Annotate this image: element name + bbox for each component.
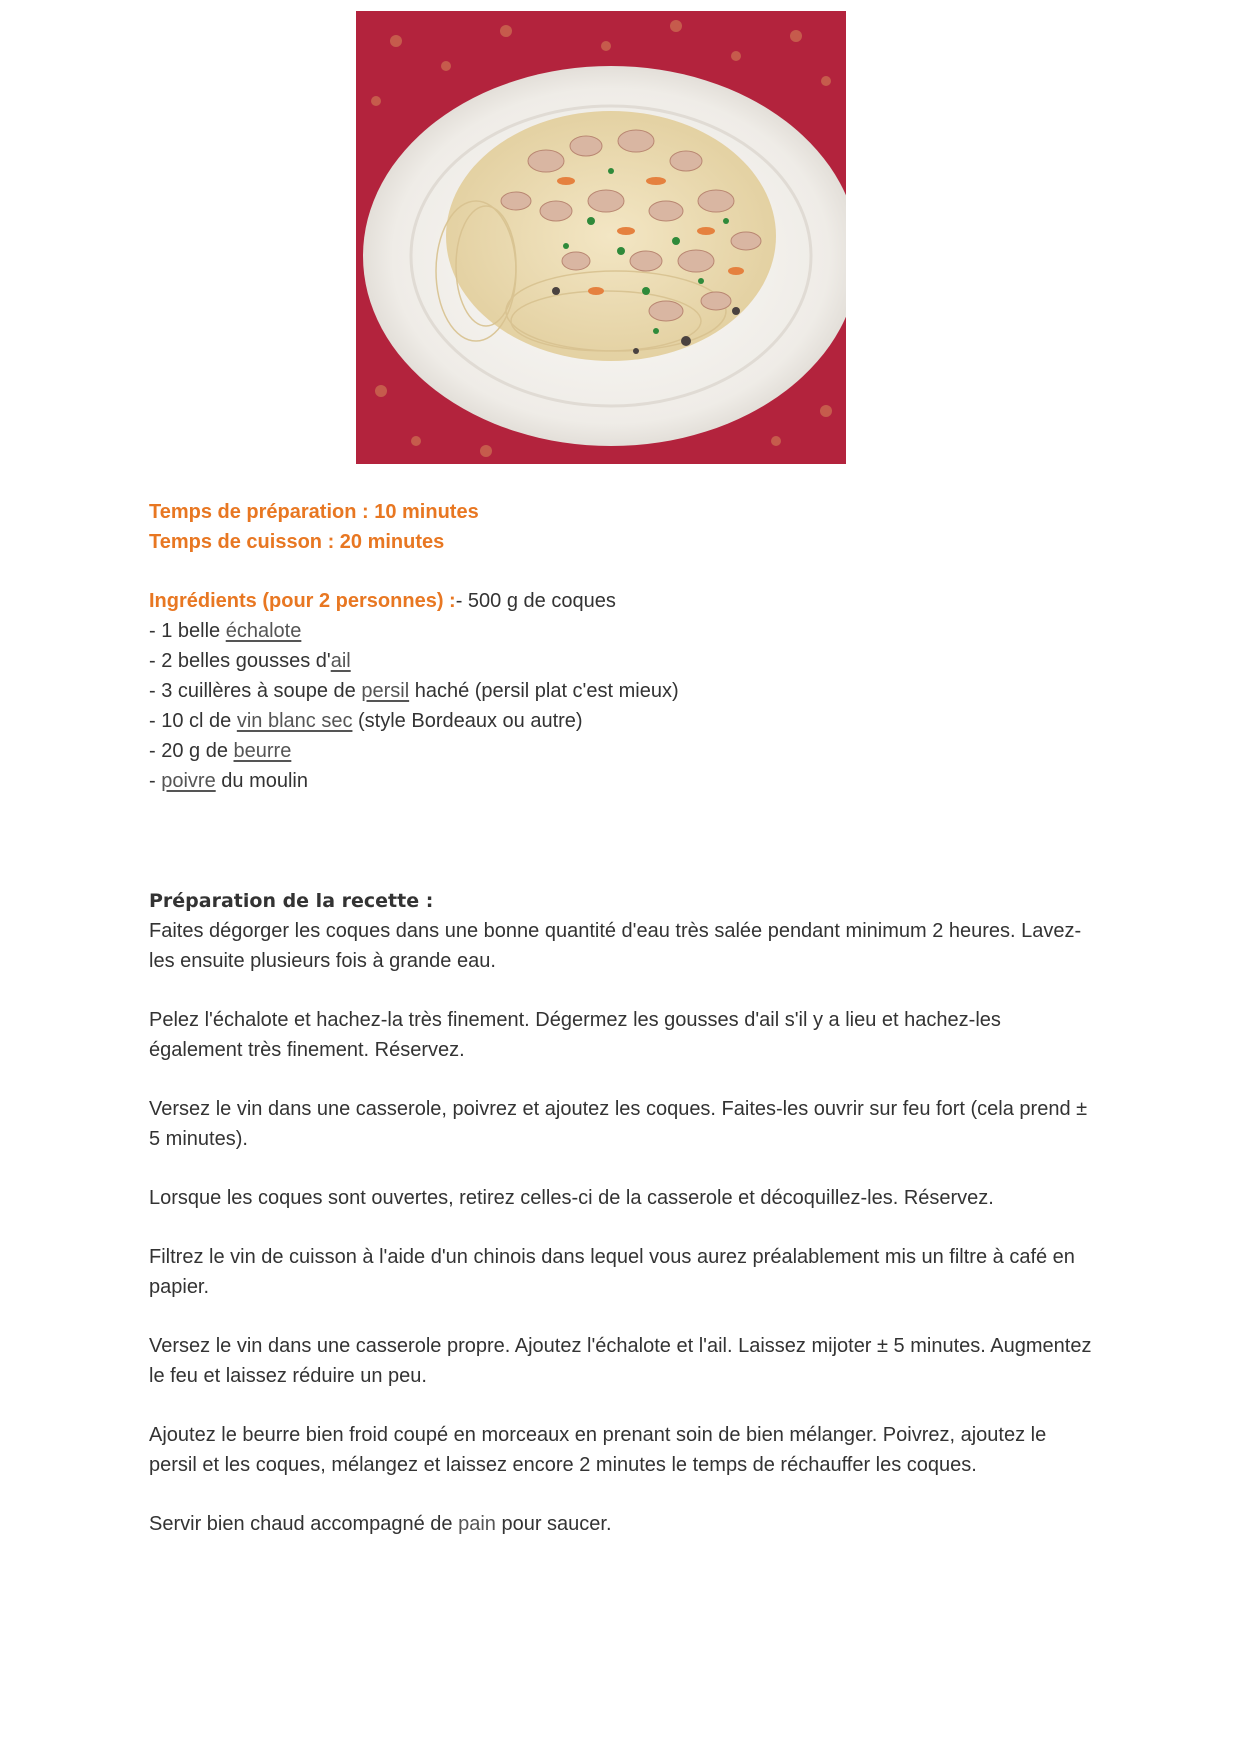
ingredient-item: - 20 g de beurre [149, 740, 292, 762]
ingredient-link-ail[interactable]: ail [330, 650, 351, 672]
ingredient-first: - 500 g de coques [455, 590, 616, 612]
preparation-final-step: Servir bien chaud accompagné de pain pour saucer. [149, 1513, 612, 1535]
preparation-step: Filtrez le vin de cuisson à l'aide d'un chinois dans lequel vous aurez préalablement mis un filtre à café en papier. [149, 1246, 1075, 1298]
ingredient-link-beurre[interactable]: beurre [233, 740, 292, 762]
pain-link[interactable]: pain [458, 1513, 496, 1535]
ingredients-heading-line [149, 586, 1099, 616]
preparation-step: Faites dégorger les coques dans une bonne quantité d'eau très salée pendant minimum 2 heures. Lavez-les ensuite plusieurs fois à grande eau. [149, 920, 1082, 972]
cook-time: Temps de cuisson : 20 minutes [149, 531, 445, 553]
preparation-step: Versez le vin dans une casserole, poivrez et ajoutez les coques. Faites-les ouvrir sur feu fort (cela prend ± 5 minutes). [149, 1098, 1088, 1150]
dish-photo [356, 11, 846, 464]
ingredients-heading: Ingrédients (pour 2 personnes) : [149, 590, 456, 612]
preparation-step: Ajoutez le beurre bien froid coupé en morceaux en prenant soin de bien mélanger. Poivrez, ajoutez le persil et les coques, mélangez et laissez encore 2 minutes le temps de réchauffer les coques. [149, 1424, 1047, 1476]
ingredient-item: - 1 belle échalote [149, 620, 302, 642]
ingredient-item: - 10 cl de vin blanc sec (style Bordeaux ou autre) [149, 710, 583, 732]
recipe-content [149, 497, 1099, 1568]
ingredient-link-vin-blanc-sec[interactable]: vin blanc sec [236, 710, 353, 732]
ingredient-item: - 2 belles gousses d'ail [149, 650, 351, 672]
ingredient-link-poivre[interactable]: poivre [161, 770, 216, 792]
preparation-step: Pelez l'échalote et hachez-la très finement. Dégermez les gousses d'ail s'il y a lieu et hachez-les également très finement. Réservez. [149, 1009, 1001, 1061]
ingredient-item: - poivre du moulin [149, 770, 308, 792]
preparation-step: Versez le vin dans une casserole propre. Ajoutez l'échalote et l'ail. Laissez mijoter ± 5 minutes. Augmentez le feu et laissez réduire un peu. [149, 1335, 1092, 1387]
preparation-step: Lorsque les coques sont ouvertes, retirez celles-ci de la casserole et décoquillez-les. Réservez. [149, 1187, 994, 1209]
prep-time: Temps de préparation : 10 minutes [149, 501, 479, 523]
ingredient-link-persil[interactable]: persil [361, 680, 410, 702]
ingredient-link-echalote[interactable]: échalote [225, 620, 302, 642]
ingredient-item: - 3 cuillères à soupe de persil haché (persil plat c'est mieux) [149, 680, 679, 702]
preparation-title: Préparation de la recette : [149, 890, 434, 912]
